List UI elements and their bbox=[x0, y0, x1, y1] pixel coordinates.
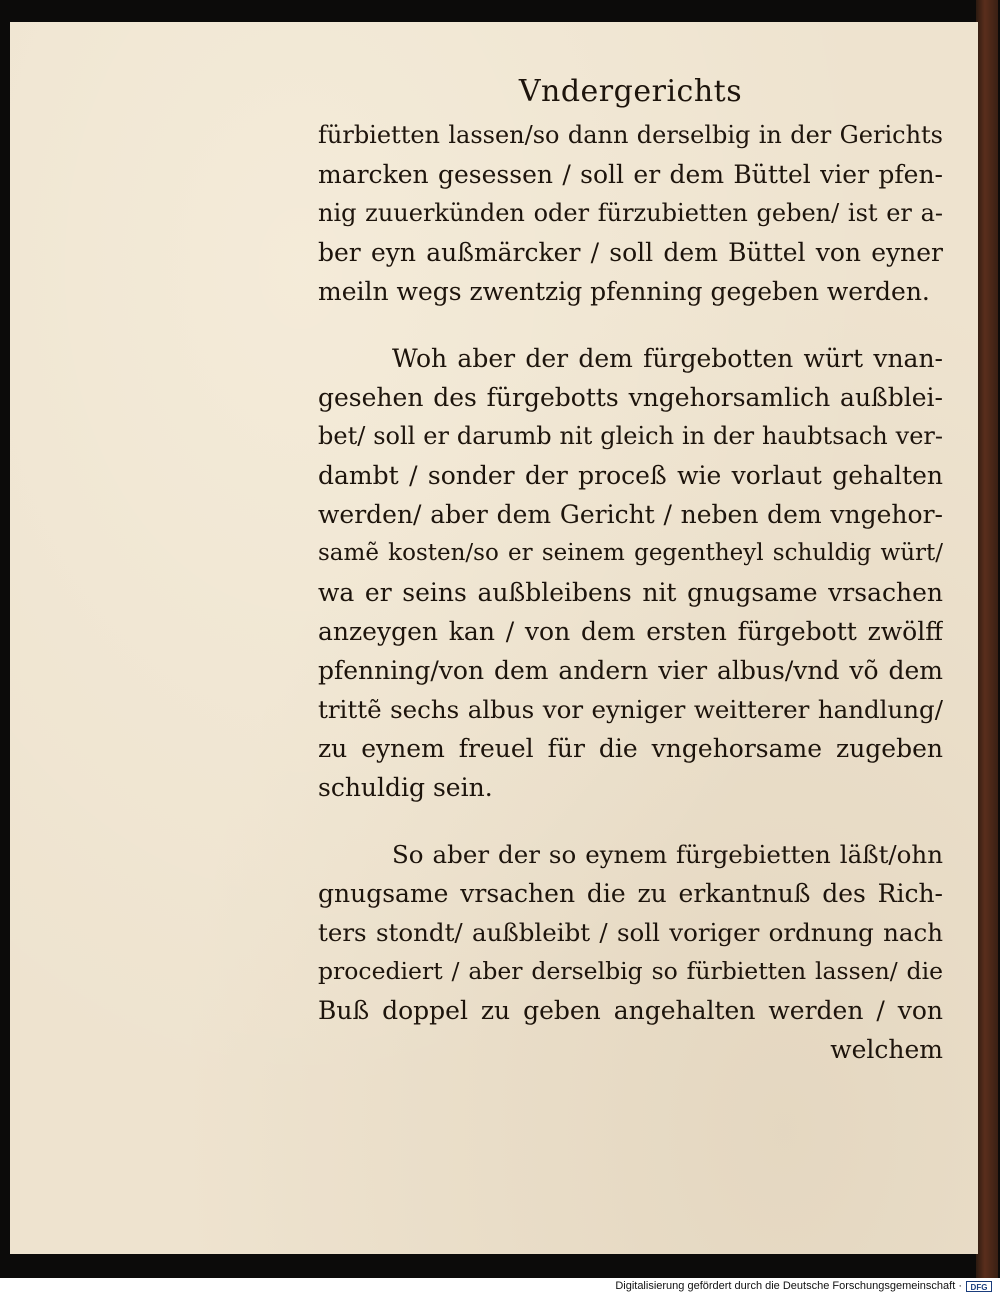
text-line: gesehen des fürgebotts vngehorsamlich außblei- bbox=[318, 383, 943, 412]
text-line: Buß doppel zu geben angehalten werden / von bbox=[318, 996, 943, 1025]
text-line: trittẽ sechs albus vor eyniger weitterer handlung/ bbox=[318, 695, 943, 724]
text-line: meiln wegs zwentzig pfenning gegeben werden. bbox=[318, 277, 930, 306]
book-spine bbox=[976, 0, 998, 1278]
page-text bbox=[318, 70, 943, 1069]
dfg-logo: DFG bbox=[966, 1281, 992, 1292]
funding-credit: Digitalisierung gefördert durch die Deutsche Forschungsgemeinschaft · bbox=[615, 1280, 962, 1292]
text-line: gnugsame vrsachen die zu erkantnuß des Rich- bbox=[318, 879, 943, 908]
text-line: marcken gesessen / soll er dem Büttel vier pfen- bbox=[318, 160, 943, 189]
text-line: zu eynem freuel für die vngehorsame zugeben bbox=[318, 734, 943, 763]
paragraph-1 bbox=[318, 116, 943, 311]
text-line: procediert / aber derselbig so fürbietten lassen/ die bbox=[318, 957, 943, 985]
paragraph-gap bbox=[318, 807, 943, 835]
text-line: bet/ soll er darumb nit gleich in der haubtsach ver- bbox=[318, 422, 943, 450]
text-line: werden/ aber dem Gericht / neben dem vngehor- bbox=[318, 500, 943, 529]
catchword: welchem bbox=[830, 1035, 943, 1064]
text-line: nig zuuerkünden oder fürzubietten geben/ ist er a- bbox=[318, 199, 943, 227]
text-line: anzeygen kan / von dem ersten fürgebott zwölff bbox=[318, 617, 943, 646]
text-line: wa er seins außbleibens nit gnugsame vrsachen bbox=[318, 578, 943, 607]
text-line: pfenning/von dem andern vier albus/vnd võ dem bbox=[318, 656, 943, 685]
paragraph-3 bbox=[318, 835, 943, 1030]
text-line: dambt / sonder der proceß wie vorlaut gehalten bbox=[318, 461, 943, 490]
digitization-footer bbox=[0, 1278, 1000, 1295]
text-line: samẽ kosten/so er seinem gegentheyl schuldig würt/ bbox=[318, 540, 943, 566]
text-line: schuldig sein. bbox=[318, 773, 493, 802]
text-line: Woh aber der dem fürgebotten würt vnan- bbox=[392, 344, 943, 373]
text-line: fürbietten lassen/so dann derselbig in der Gerichts bbox=[318, 121, 943, 149]
paragraph-2 bbox=[318, 339, 943, 807]
text-line: ber eyn außmärcker / soll dem Büttel von eyner bbox=[318, 238, 943, 267]
running-header: Vndergerichts bbox=[518, 74, 743, 109]
text-line: ters stondt/ außbleibt / soll voriger ordnung nach bbox=[318, 918, 943, 947]
text-line: So aber der so eynem fürgebietten läßt/ohn bbox=[392, 840, 943, 869]
paragraph-gap bbox=[318, 311, 943, 339]
